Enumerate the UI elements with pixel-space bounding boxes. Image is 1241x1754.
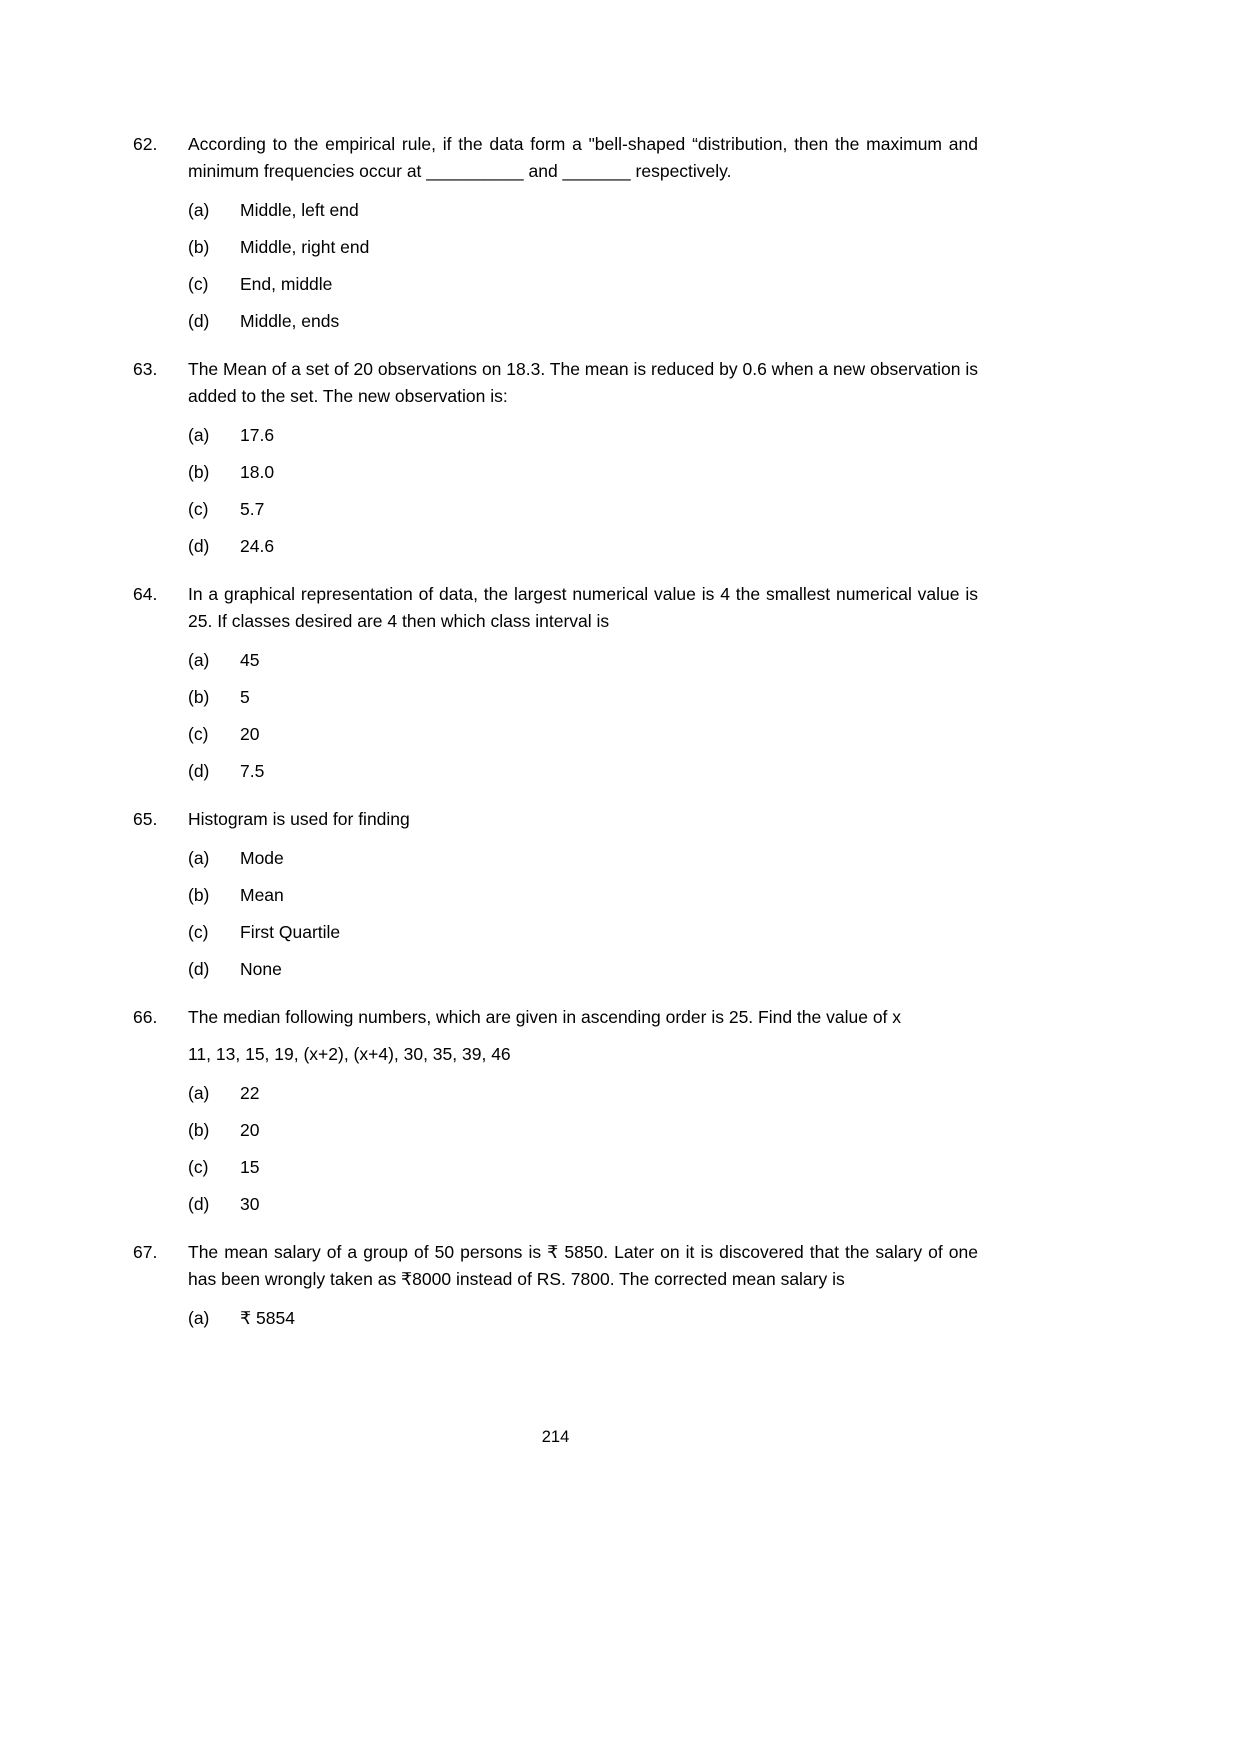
option-text: 20	[240, 1120, 260, 1140]
option-row	[188, 1156, 978, 1179]
question-text: The median following numbers, which are given in ascending order is 25. Find the value of x	[188, 1007, 902, 1027]
option-row	[188, 649, 978, 672]
option-text: 5	[240, 687, 250, 707]
option-row	[188, 847, 978, 870]
question	[133, 1239, 978, 1344]
option-label: (b)	[188, 1120, 210, 1140]
option-row	[188, 1082, 978, 1105]
option-list	[188, 424, 978, 558]
question	[133, 356, 978, 572]
option-label: (c)	[188, 922, 209, 942]
option-label: (b)	[188, 462, 210, 482]
option-text: Middle, ends	[240, 311, 340, 331]
option-text: None	[240, 959, 282, 979]
option-text: 17.6	[240, 425, 275, 445]
question-number: 65.	[133, 809, 158, 829]
option-row	[188, 1119, 978, 1142]
option-row	[188, 723, 978, 746]
question	[133, 581, 978, 797]
option-text: First Quartile	[240, 922, 341, 942]
question-number: 63.	[133, 359, 158, 379]
option-row	[188, 958, 978, 981]
option-text: 5.7	[240, 499, 265, 519]
option-label: (a)	[188, 650, 210, 670]
option-text: Mode	[240, 848, 284, 868]
option-row	[188, 1193, 978, 1216]
option-text: End, middle	[240, 274, 333, 294]
option-row	[188, 498, 978, 521]
option-label: (b)	[188, 687, 210, 707]
option-text: 20	[240, 724, 260, 744]
option-label: (a)	[188, 848, 210, 868]
question-number: 67.	[133, 1242, 158, 1262]
option-label: (d)	[188, 1194, 210, 1214]
option-row	[188, 273, 978, 296]
option-label: (b)	[188, 237, 210, 257]
question-text: The mean salary of a group of 50 persons is ₹ 5850. Later on it is discovered that the salary of one has been wrongly taken as ₹8000 instead of RS. 7800. The corrected mean salary is	[188, 1242, 978, 1289]
option-row	[188, 199, 978, 222]
question-number: 66.	[133, 1007, 158, 1027]
option-row	[188, 760, 978, 783]
option-label: (d)	[188, 536, 210, 556]
question-body	[188, 1239, 978, 1344]
question-text: Histogram is used for finding	[188, 809, 410, 829]
option-row	[188, 461, 978, 484]
option-text: 22	[240, 1083, 260, 1103]
option-list	[188, 847, 978, 981]
option-row	[188, 310, 978, 333]
option-row	[188, 921, 978, 944]
option-row	[188, 236, 978, 259]
option-list	[188, 1082, 978, 1216]
question-number: 64.	[133, 584, 158, 604]
option-label: (c)	[188, 1157, 209, 1177]
option-text: Mean	[240, 885, 284, 905]
option-label: (d)	[188, 959, 210, 979]
option-text: 24.6	[240, 536, 275, 556]
option-label: (a)	[188, 1083, 210, 1103]
option-label: (a)	[188, 200, 210, 220]
question-body	[188, 806, 978, 995]
option-text: 45	[240, 650, 260, 670]
option-label: (a)	[188, 1308, 210, 1328]
option-row	[188, 1307, 978, 1330]
option-label: (c)	[188, 724, 209, 744]
option-list	[188, 1307, 978, 1330]
option-row	[188, 535, 978, 558]
option-text: Middle, left end	[240, 200, 359, 220]
question-body	[188, 1004, 978, 1230]
option-row	[188, 686, 978, 709]
question-extra-line: 11, 13, 15, 19, (x+2), (x+4), 30, 35, 39, 46	[188, 1044, 511, 1064]
question-body	[188, 356, 978, 572]
question	[133, 131, 978, 347]
option-text: 18.0	[240, 462, 275, 482]
option-list	[188, 199, 978, 333]
question-body	[188, 581, 978, 797]
option-label: (b)	[188, 885, 210, 905]
option-text: 15	[240, 1157, 260, 1177]
question-text: According to the empirical rule, if the data form a "bell-shaped “distribution, then the maximum and minimum frequencies occur at __________ and _______ respectively.	[188, 134, 978, 181]
question	[133, 1004, 978, 1230]
option-label: (a)	[188, 425, 210, 445]
question-text: In a graphical representation of data, the largest numerical value is 4 the smallest numerical value is 25. If classes desired are 4 then which class interval is	[188, 584, 978, 631]
option-row	[188, 424, 978, 447]
option-label: (c)	[188, 274, 209, 294]
option-list	[188, 649, 978, 783]
option-label: (d)	[188, 311, 210, 331]
question-list	[133, 131, 978, 1353]
page-number: 214	[541, 1428, 570, 1446]
option-row	[188, 884, 978, 907]
option-text: 7.5	[240, 761, 265, 781]
option-text: 30	[240, 1194, 260, 1214]
question-text: The Mean of a set of 20 observations on 18.3. The mean is reduced by 0.6 when a new observation is added to the set. The new observation is:	[188, 359, 978, 406]
option-label: (d)	[188, 761, 210, 781]
question	[133, 806, 978, 995]
option-text: ₹ 5854	[240, 1308, 295, 1328]
question-number: 62.	[133, 134, 158, 154]
option-label: (c)	[188, 499, 209, 519]
option-text: Middle, right end	[240, 237, 370, 257]
question-body	[188, 131, 978, 347]
